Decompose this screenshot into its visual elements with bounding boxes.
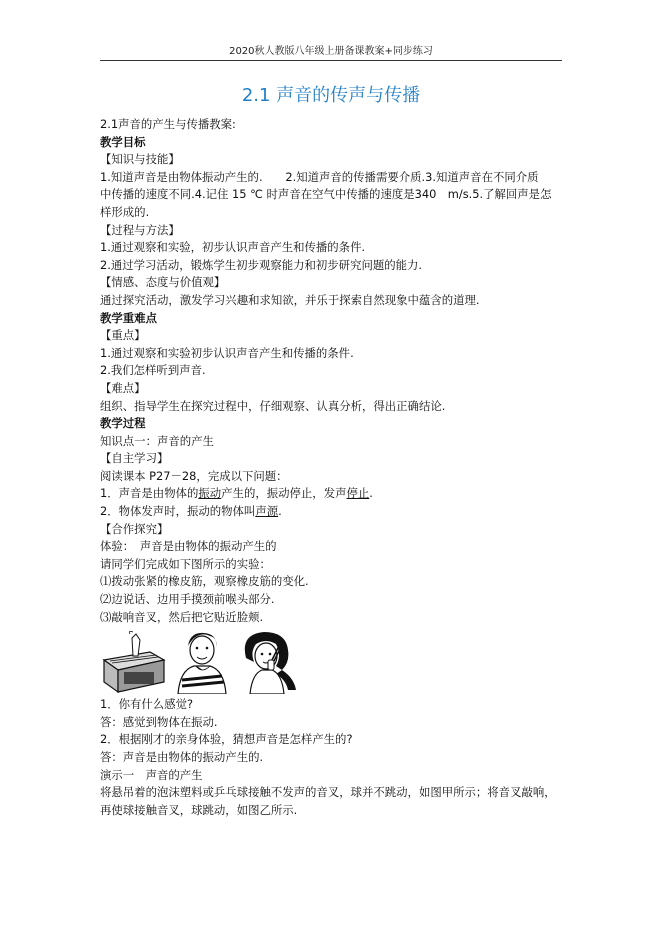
emotion-label: 【情感、态度与价值观】 — [100, 275, 226, 290]
boy-touching-throat-illustration — [172, 630, 232, 694]
question-feel: 1．你有什么感觉? — [100, 697, 194, 712]
knowledge-line: 中传播的速度不同.4.记住 15 ℃ 时声音在空气中传播的速度是340 m/s.5.了解回声是怎 — [100, 187, 552, 202]
answer-blank: 停止 — [346, 486, 370, 501]
experiment-step: ⑴拨动张紧的橡皮筋，观察橡皮筋的变化. — [100, 574, 309, 589]
process-label: 【过程与方法】 — [100, 222, 180, 237]
answer-feel: 答：感觉到物体在振动. — [100, 714, 218, 729]
invite-line: 请同学们完成如下图所示的实验： — [100, 556, 271, 571]
demo-line: 将悬吊着的泡沫塑料或乒乓球接触不发声的音叉，球并不跳动，如图甲所示；将音叉敲响， — [100, 785, 556, 800]
rubber-band-box-illustration — [100, 630, 168, 694]
demo-line: 再使球接触音叉，球跳动，如图乙所示. — [100, 802, 298, 817]
experiment-step: ⑵边说话、边用手摸颈前喉头部分. — [100, 592, 275, 607]
focus-line: 1.通过观察和实验初步认识声音产生和传播的条件. — [100, 345, 354, 360]
answer-blank: 振动 — [198, 486, 222, 501]
process-heading: 教学过程 — [100, 416, 146, 431]
difficulty-label: 【难点】 — [100, 380, 146, 395]
document-body — [100, 116, 562, 819]
knowledge-line: 样形成的. — [100, 204, 150, 219]
knowledge-line: 1.知道声音是由物体振动产生的. 2.知道声音的传播需要介质.3.知道声音在不同介质 — [100, 169, 539, 184]
experience-line: 体验： 声音是由物体的振动产生的 — [100, 539, 277, 554]
focus-line: 2.我们怎样听到声音. — [100, 363, 206, 378]
reading-instruction: 阅读课本 P27－28，完成以下问题： — [100, 468, 288, 483]
process-line: 1.通过观察和实验，初步认识声音产生和传播的条件. — [100, 240, 366, 255]
header-text: 2020秋人教版八年级上册备课教案+同步练习 — [229, 46, 433, 57]
answer-blank: 声源 — [255, 504, 279, 519]
intro-line: 2.1声音的产生与传播教案: — [100, 117, 236, 131]
process-line: 2.通过学习活动，锻炼学生初步观察能力和初步研究问题的能力. — [100, 257, 423, 272]
question-1: 1．声音是由物体的振动产生的，振动停止，发声停止. — [100, 486, 373, 501]
difficulty-line: 组织、指导学生在探究过程中，仔细观察、认真分析，得出正确结论. — [100, 398, 446, 413]
experiment-step: ⑶敲响音叉，然后把它贴近脸颊. — [100, 609, 264, 624]
coop-label: 【合作探究】 — [100, 521, 169, 536]
experiment-illustrations — [100, 630, 562, 694]
goals-heading: 教学目标 — [100, 134, 146, 149]
self-study-label: 【自主学习】 — [100, 451, 169, 466]
demo-title: 演示一 声音的产生 — [100, 767, 203, 782]
page-title: 2.1 声音的传声与传播 — [241, 85, 421, 106]
girl-tuning-fork-illustration — [236, 630, 302, 694]
question-guess: 2．根据刚才的亲身体验，猜想声音是怎样产生的? — [100, 732, 353, 747]
knowledge-point-title: 知识点一：声音的产生 — [100, 433, 214, 448]
focus-label: 【重点】 — [100, 328, 146, 343]
emotion-line: 通过探究活动，激发学习兴趣和求知欲，并乐于探索自然现象中蕴含的道理. — [100, 292, 480, 307]
keypoints-heading: 教学重难点 — [100, 310, 157, 325]
question-2: 2．物体发声时，振动的物体叫声源. — [100, 504, 282, 519]
answer-guess: 答：声音是由物体的振动产生的. — [100, 750, 264, 764]
page-header — [100, 36, 562, 61]
knowledge-label: 【知识与技能】 — [100, 152, 180, 167]
